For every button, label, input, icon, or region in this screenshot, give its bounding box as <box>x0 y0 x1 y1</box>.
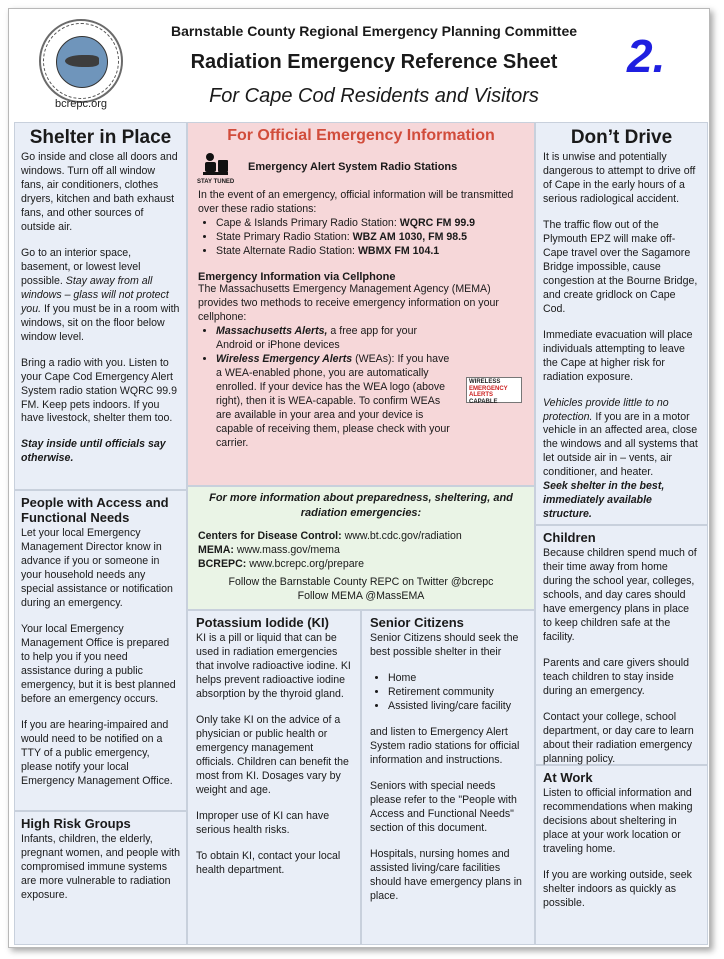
access-title: People with Access and Functional Needs <box>21 495 169 525</box>
children-title: Children <box>543 530 596 545</box>
work-title: At Work <box>543 770 593 785</box>
drive-section <box>535 122 708 525</box>
official-title: For Official Emergency Information <box>227 127 495 144</box>
access-section <box>14 490 187 811</box>
shelter-p4: Stay inside until officials say otherwise. <box>21 438 166 465</box>
senior-shelter-list <box>370 672 526 714</box>
stay-tuned-icon <box>200 151 230 179</box>
shelter-title: Shelter in Place <box>29 127 172 148</box>
senior-p2: and listen to Emergency Alert System radio stations for official information and instructions. <box>370 725 520 766</box>
drive-p4: Vehicles provide little to no protection. If you are in a motor vehicle in an affected area, close the windows and all systems that let outside air in – vents, air conditioner, and heater. Seek shelter in the best, immediately available structure. <box>543 396 698 521</box>
drive-title: Don’t Drive <box>570 127 673 148</box>
station-list <box>198 217 524 259</box>
drive-p1: It is unwise and potentially dangerous to attempt to drive off of Cape in the early hours of a serious radiological accident. <box>543 151 696 205</box>
work-p1: Listen to official information and recommendations when making decisions about sheltering in place at your work location or traveling home. <box>543 787 693 855</box>
link-item: BCREPC: www.bcrepc.org/prepare <box>198 558 365 571</box>
page-header <box>9 9 709 121</box>
shelter-p1: Go inside and close all doors and windows. Turn off all window fans, air conditioners, clothes dryers, kitchen and bath exhaust fans, and other sources of outside air. <box>21 151 178 233</box>
link-list <box>198 529 524 572</box>
children-section <box>535 525 708 765</box>
county-seal-icon <box>39 19 123 103</box>
risk-title: High Risk Groups <box>21 816 131 831</box>
org-name: Barnstable County Regional Emergency Planning Committee <box>170 23 578 39</box>
work-section <box>535 765 708 945</box>
official-section <box>187 122 535 486</box>
shelter-option: • Home <box>388 672 526 686</box>
shelter-p2: Go to an interior space, basement, or lowest level possible. Stay away from all windows – glass will not protect you. If you must be in a room with windows, sit on the floor below window level. <box>21 246 180 343</box>
wea-logo-icon: WIRELESS EMERGENCY ALERTS CAPABLE <box>466 377 522 403</box>
senior-title: Senior Citizens <box>370 615 464 630</box>
work-p2: If you are working outside, seek shelter indoors as quickly as possible. <box>543 868 692 909</box>
link-item: Centers for Disease Control: www.bt.cdc.gov/radiation <box>198 529 462 542</box>
follow-block: Follow the Barnstable County REPC on Twitter @bcrepc Follow MEMA @MassEMA <box>228 575 494 602</box>
risk-section <box>14 811 187 945</box>
ki-title: Potassium Iodide (KI) <box>196 615 329 630</box>
senior-p1: Senior Citizens should seek the best possible shelter in their <box>370 632 519 658</box>
senior-section <box>361 610 535 945</box>
access-p3: If you are hearing-impaired and would need to be notified on a TTY of a public emergency, please notify your local Emergency Management Office. <box>21 718 173 787</box>
shelter-option: • Assisted living/care facility <box>388 700 526 714</box>
seal-center <box>56 36 108 88</box>
children-p2: Parents and care givers should teach children to stay inside during an emergency. <box>543 656 690 697</box>
risk-p1: Infants, children, the elderly, pregnant women, and people with compromised immune systems are more vulnerable to radiation exposure. <box>21 833 181 901</box>
method-item: • Massachusetts Alerts, a free app for your Android or iPhone devices <box>216 325 454 353</box>
stay-tuned-label: STAY TUNED <box>197 179 235 185</box>
children-p3: Contact your college, school department, or day care to learn about their radiation emergency planning policy. <box>543 710 694 765</box>
site-url: bcrepc.org <box>55 98 107 110</box>
senior-p3: Seniors with special needs please refer to the "People with Access and Functional Needs" section of this document. <box>370 779 517 834</box>
ki-p3: Improper use of KI can have serious health risks. <box>196 809 330 836</box>
page-subtitle: For Cape Cod Residents and Visitors <box>209 85 539 107</box>
more-info-section <box>187 486 535 610</box>
cell-intro: The Massachusetts Emergency Management Agency (MEMA) provides two methods to receive emergency information on your cellphone: <box>198 282 499 323</box>
page-number: 2. <box>627 30 666 82</box>
ki-section <box>187 610 361 945</box>
access-p2: Your local Emergency Management Office is prepared to help you if you need assistance during a public emergency, but it is best planned before an emergency occurs. <box>21 622 176 705</box>
ki-p1: KI is a pill or liquid that can be used in radiation emergencies that involve radioactive iodine. KI helps prevent radioactive iodine absorption by the thyroid gland. <box>196 632 351 700</box>
shelter-p3: Bring a radio with you. Listen to your Cape Cod Emergency Alert System radio station WQRC 99.9 FM. Keep pets indoors. If you have livestock, shelter them too. <box>21 356 178 425</box>
drive-p2: The traffic flow out of the Plymouth EPZ will make off-Cape travel over the Sagamore Bridge impossible, cause congestion at the Bourne Bridge, and create gridlock on Cape Cod. <box>543 218 698 315</box>
method-item: • Wireless Emergency Alerts (WEAs): If you have a WEA-enabled phone, you are automatically enrolled. If your device has the WEA logo (above right), then it is WEA-capable. To confirm WEAs are available in your area and your device is capable of receiving them, please check with your carrier. <box>216 353 454 451</box>
station-item: • Cape & Islands Primary Radio Station: WQRC FM 99.9 <box>216 217 524 231</box>
ki-p4: To obtain KI, contact your local health department. <box>196 849 341 876</box>
more-info-title: For more information about preparedness, sheltering, and radiation emergencies: <box>209 492 513 519</box>
children-p1: Because children spend much of their time away from home during the school year, colleges, schools, and day cares should have emergency plans in place to keep children safe at the facility. <box>543 547 697 643</box>
ki-p2: Only take KI on the advice of a physician or public health or emergency management officials. Children can benefit the most from KI. Dosages vary by weight and age. <box>196 713 349 796</box>
link-item: MEMA: www.mass.gov/mema <box>198 543 340 556</box>
cell-title: Emergency Information via Cellphone <box>198 270 396 283</box>
codfish-icon <box>65 55 99 67</box>
eas-intro: In the event of an emergency, official information will be transmitted over these radio stations: <box>198 189 514 215</box>
page-title: Radiation Emergency Reference Sheet <box>190 51 558 73</box>
drive-p3: Immediate evacuation will place individuals attempting to leave the Cape at higher risk for radiation exposure. <box>543 328 693 383</box>
station-item: • State Primary Radio Station: WBZ AM 1030, FM 98.5 <box>216 231 524 245</box>
shelter-option: • Retirement community <box>388 686 526 700</box>
eas-title: Emergency Alert System Radio Stations <box>248 161 458 173</box>
shelter-section <box>14 122 187 490</box>
station-item: • State Alternate Radio Station: WBMX FM 104.1 <box>216 245 524 259</box>
access-p1: Let your local Emergency Management Director know in advance if you or someone in your household needs any special assistance or notification during an emergency. <box>21 527 173 609</box>
senior-p4: Hospitals, nursing homes and assisted living/care facilities should have emergency plans in place. <box>370 847 522 902</box>
reference-sheet <box>8 8 710 948</box>
